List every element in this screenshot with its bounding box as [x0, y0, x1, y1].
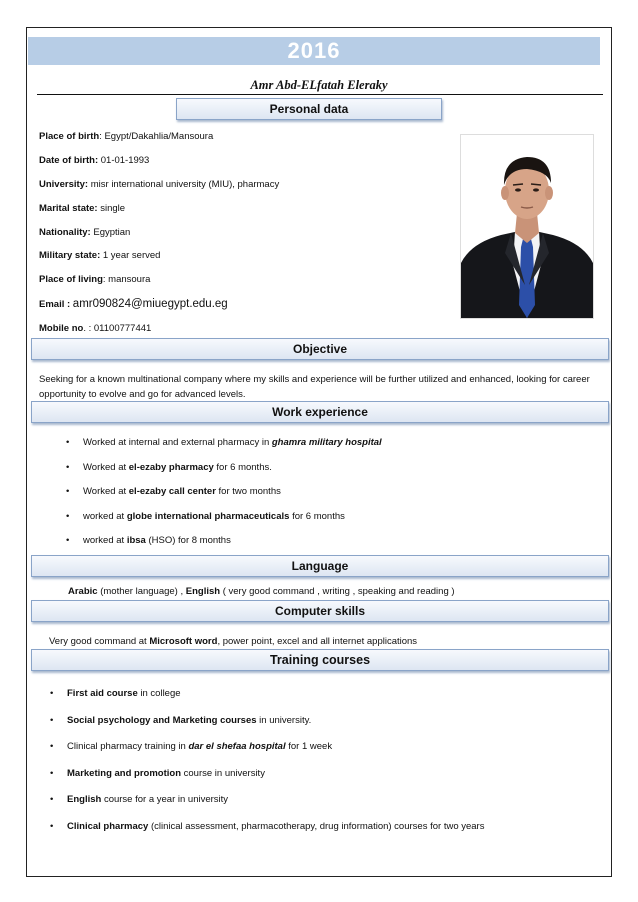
email-value[interactable]: amr090824@miuegypt.edu.eg — [72, 298, 228, 310]
candidate-name: Amr Abd-ELfatah Eleraky — [250, 78, 388, 92]
list-item-text — [67, 688, 181, 699]
list-item-bold: Marketing and promotion — [67, 767, 181, 779]
list-item-post: (clinical assessment, pharmacotherapy, drug information) courses for two years — [148, 820, 485, 832]
marital-value: single — [97, 203, 126, 214]
bullet-icon: • — [50, 767, 54, 779]
computer-bold: Microsoft word — [149, 636, 218, 647]
language-arabic: Arabic — [68, 586, 98, 597]
living-value: : mansoura — [102, 274, 151, 285]
list-item-bold: ibsa — [126, 535, 146, 546]
list-item-text — [67, 794, 228, 805]
bullet-icon: • — [66, 535, 70, 546]
bullet-icon: • — [50, 820, 54, 832]
list-item-text — [67, 768, 265, 779]
list-item-text — [83, 437, 382, 448]
language-arabic-note: (mother language) , — [97, 586, 186, 597]
bullet-icon: • — [50, 741, 54, 752]
language-english: English — [185, 586, 221, 597]
list-item-bold: English — [67, 794, 102, 805]
birth-date-value: 01-01-1993 — [98, 155, 150, 166]
section-header-objective: Objective — [31, 338, 609, 360]
field-email — [39, 298, 228, 310]
mobile-label: Mobile no — [39, 323, 84, 334]
list-item-bold: dar el shefaa hospital — [188, 741, 286, 752]
birth-place-label: Place of birth — [39, 131, 100, 142]
military-label: Military state: — [39, 250, 101, 261]
section-header-training: Training courses — [31, 649, 609, 671]
list-item-text — [67, 821, 484, 832]
list-item-text — [83, 535, 231, 546]
military-value: 1 year served — [100, 250, 161, 261]
list-item-post: for 1 week — [285, 741, 333, 752]
list-item-post: for 6 months — [289, 510, 345, 522]
name-divider — [37, 94, 603, 95]
bullet-icon: • — [50, 688, 54, 699]
language-line — [68, 586, 455, 597]
computer-pre: Very good command at — [49, 636, 150, 647]
email-label: Email : — [39, 299, 71, 310]
computer-line — [49, 636, 417, 647]
birth-place-value: : Egypt/Dakahlia/Mansoura — [99, 131, 214, 142]
list-item-text — [83, 486, 281, 497]
bullet-icon: • — [50, 714, 54, 726]
year-banner: 2016 — [28, 37, 600, 65]
list-item-bold: el-ezaby call center — [128, 486, 216, 497]
list-item-post: course for a year in university — [101, 794, 229, 805]
living-label: Place of living — [39, 274, 103, 285]
marital-label: Marital state: — [39, 203, 98, 214]
list-item-text — [83, 511, 345, 522]
university-value: misr international university (MIU), pharmacy — [88, 179, 280, 190]
list-item-bold: ghamra military hospital — [271, 437, 382, 448]
section-header-personal: Personal data — [176, 98, 442, 120]
field-university — [39, 179, 279, 190]
list-item-text — [83, 462, 272, 473]
section-header-language: Language — [31, 555, 609, 577]
list-item-post: for two months — [215, 486, 281, 497]
nationality-label: Nationality: — [39, 227, 91, 238]
field-nationality — [39, 227, 130, 238]
language-english-note: ( very good command , writing , speaking and reading ) — [220, 586, 455, 597]
computer-post: , power point, excel and all internet applications — [217, 636, 418, 647]
list-item-pre: Worked at — [83, 486, 129, 497]
bullet-icon: • — [50, 794, 54, 805]
list-item-pre: Worked at internal and external pharmacy in — [83, 437, 272, 448]
list-item-text — [67, 741, 332, 752]
nationality-value: Egyptian — [90, 227, 131, 238]
list-item-bold: globe international pharmaceuticals — [126, 510, 290, 522]
list-item-text — [67, 715, 311, 726]
bullet-icon: • — [66, 486, 70, 497]
list-item-pre: Worked at — [83, 461, 129, 473]
bullet-icon: • — [66, 437, 70, 448]
field-military — [39, 250, 160, 261]
list-item-pre: worked at — [83, 510, 127, 522]
list-item-bold: el-ezaby pharmacy — [128, 461, 214, 473]
list-item-post: in university. — [256, 714, 312, 726]
person-portrait-icon — [461, 135, 593, 318]
section-header-work: Work experience — [31, 401, 609, 423]
list-item-post: course in university — [181, 767, 265, 779]
list-item-bold: Social psychology and Marketing courses — [67, 714, 257, 726]
list-item-pre: Clinical pharmacy training in — [67, 741, 189, 752]
field-living — [39, 274, 150, 285]
mobile-value: . : 01100777441 — [83, 323, 152, 334]
section-header-computer: Computer skills — [31, 600, 609, 622]
profile-photo — [460, 134, 594, 319]
list-item-post: in college — [137, 688, 181, 699]
list-item-bold: First aid course — [67, 688, 138, 699]
list-item-pre: worked at — [83, 535, 127, 546]
birth-date-label: Date of birth: — [39, 155, 99, 166]
objective-text: Seeking for a known multinational company where my skills and experience will be further utilized and enhanced, looking for career opportunity to evolve and go for advanced levels. — [39, 374, 590, 400]
field-birth-place — [39, 131, 213, 142]
bullet-icon: • — [66, 461, 70, 473]
list-item-post: (HSO) for 8 months — [145, 535, 231, 546]
list-item-post: for 6 months. — [213, 461, 272, 473]
field-birth-date — [39, 155, 149, 166]
field-mobile — [39, 323, 151, 334]
field-marital — [39, 203, 125, 214]
university-label: University: — [39, 179, 89, 190]
bullet-icon: • — [66, 510, 70, 522]
list-item-bold: Clinical pharmacy — [67, 820, 149, 832]
